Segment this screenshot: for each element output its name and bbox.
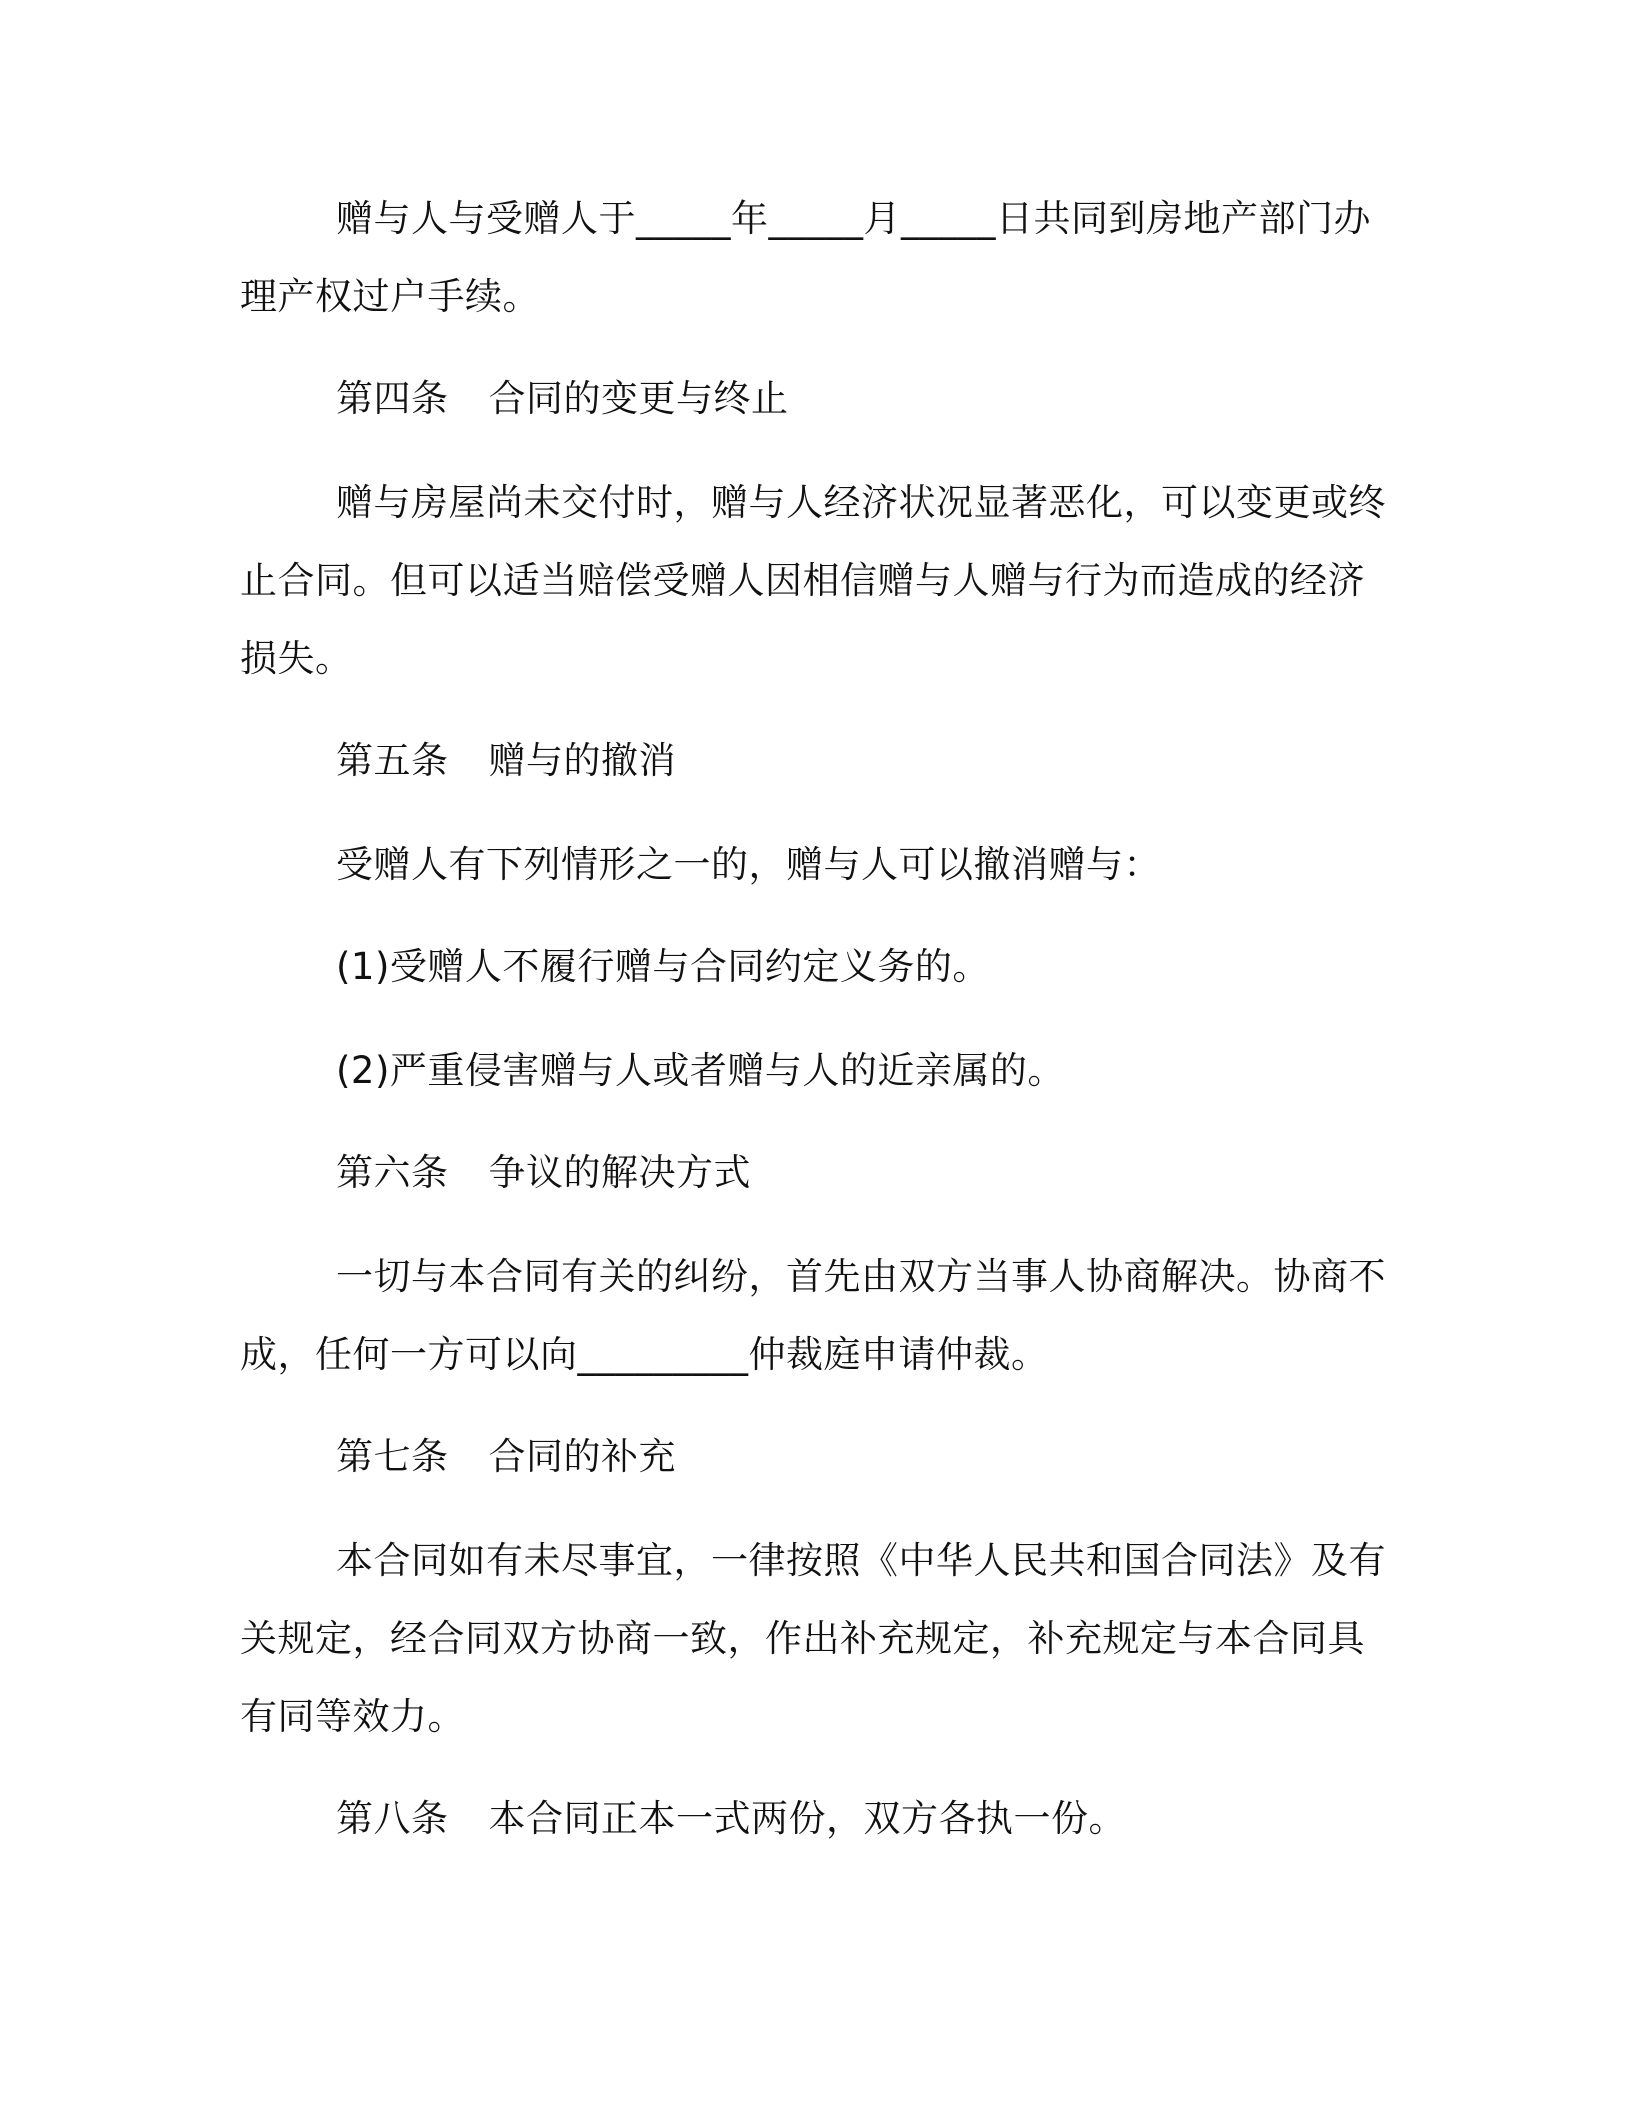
paragraph-revocation-item-1: (1)受赠人不履行赠与合同约定义务的。 <box>336 945 990 988</box>
article-6-title: 争议的解决方式 <box>488 1151 751 1194</box>
paragraph-dispute-resolution: 一切与本合同有关的纠纷，首先由双方当事人协商解决。协商不成，任何一方可以向_________仲裁庭申请仲裁。 <box>240 1255 1386 1376</box>
article-4-number: 第四条 <box>336 377 449 420</box>
article-6-number: 第六条 <box>336 1151 449 1194</box>
article-6-heading <box>336 1134 751 1212</box>
article-5-heading <box>336 722 676 800</box>
paragraph-revocation-intro: 受赠人有下列情形之一的，赠与人可以撤消赠与： <box>336 843 1161 886</box>
article-8-number: 第八条 <box>336 1797 449 1840</box>
article-7-title: 合同的补充 <box>488 1435 676 1478</box>
article-4-heading <box>336 360 789 438</box>
paragraph-change-termination: 赠与房屋尚未交付时，赠与人经济状况显著恶化，可以变更或终止合同。但可以适当赔偿受赠人因相信赠与人赠与行为而造成的经济损失。 <box>240 481 1386 680</box>
article-5-title: 赠与的撤消 <box>488 739 676 782</box>
article-8-title: 本合同正本一式两份，双方各执一份。 <box>488 1797 1126 1840</box>
paragraph-transfer-procedure: 赠与人与受赠人于_____年_____月_____日共同到房地产部门办理产权过户手续。 <box>240 197 1371 318</box>
document-page <box>240 0 1400 2112</box>
article-7-heading <box>336 1418 676 1496</box>
paragraph-revocation-item-2: (2)严重侵害赠与人或者赠与人的近亲属的。 <box>336 1049 1065 1092</box>
article-5-number: 第五条 <box>336 739 449 782</box>
paragraph-supplement: 本合同如有未尽事宜，一律按照《中华人民共和国合同法》及有关规定，经合同双方协商一致，作出补充规定，补充规定与本合同具有同等效力。 <box>240 1539 1386 1738</box>
article-4-title: 合同的变更与终止 <box>488 377 789 420</box>
article-7-number: 第七条 <box>336 1435 449 1478</box>
article-8-heading <box>336 1780 1126 1858</box>
